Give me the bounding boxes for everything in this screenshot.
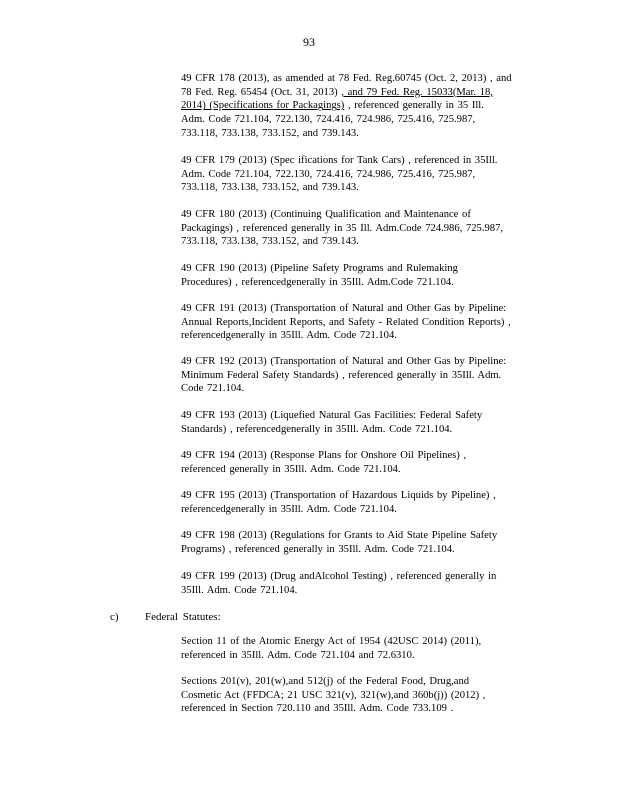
citation-line: 49 CFR 193 (2013) (Liquefied Natural Gas Facilities: Federal Safety — [181, 410, 483, 421]
citation-ffdca — [181, 675, 531, 716]
citation-line: Section 11 of the Atomic Energy Act of 1954 (42USC 2014) (2011), — [181, 636, 482, 647]
citation-49-cfr-195 — [181, 489, 531, 516]
citation-line: Adm. Code 721.104, 722.130, 724.416, 724.986, 725.416, 725.987, — [181, 114, 476, 126]
citation-line: Procedures) , referencedgenerally in 35Ill. Adm.Code 721.104. — [181, 276, 454, 288]
citation-49-cfr-179 — [181, 154, 531, 195]
section-marker: c) — [110, 611, 119, 623]
amendment-underline: 2014) (Specifications for Packagings) — [181, 100, 345, 112]
citation-line: 2014) (Specifications for Packagings) , referenced generally in 35 Ill. — [181, 100, 484, 112]
citation-line: 49 CFR 191 (2013) (Transportation of Natural and Other Gas by Pipeline: — [181, 303, 507, 314]
page-number: 93 — [303, 35, 315, 49]
citation-49-cfr-180 — [181, 208, 531, 249]
citation-line: Code 721.104. — [181, 383, 245, 395]
citation-49-cfr-198 — [181, 529, 531, 556]
citation-line: referencedgenerally in 35Ill. Adm. Code 721.104. — [181, 503, 397, 515]
citation-line: Standards) , referencedgenerally in 35Ill. Adm. Code 721.104. — [181, 423, 453, 435]
citation-line: 49 CFR 180 (2013) (Continuing Qualification and Maintenance of — [181, 209, 471, 220]
citation-line: Programs) , referenced generally in 35Ill. Adm. Code 721.104. — [181, 543, 455, 555]
citation-49-cfr-190 — [181, 262, 531, 289]
citation-49-cfr-191 — [181, 302, 531, 343]
citation-line: Adm. Code 721.104, 722.130, 724.416, 724.986, 725.416, 725.987, — [181, 168, 476, 180]
citation-49-cfr-192 — [181, 355, 531, 396]
citation-line: 49 CFR 195 (2013) (Transportation of Hazardous Liquids by Pipeline) , — [181, 490, 496, 501]
citation-line: 49 CFR 178 (2013), as amended at 78 Fed. Reg.60745 (Oct. 2, 2013) , and — [181, 73, 512, 84]
citation-line: referenced in Section 720.110 and 35Ill. Adm. Code 733.109 . — [181, 703, 454, 715]
citation-line: 49 CFR 179 (2013) (Spec ifications for Tank Cars) , referenced in 35Ill. — [181, 155, 498, 166]
citation-line: 78 Fed. Reg. 65454 (Oct. 31, 2013) , and 79 Fed. Reg. 15033(Mar. 18, — [181, 86, 493, 98]
citation-line: Cosmetic Act (FFDCA; 21 USC 321(v), 321(w),and 360b(j)) (2012) , — [181, 689, 486, 701]
citation-line: referenced generally in 35Ill. Adm. Code 721.104. — [181, 463, 401, 475]
citation-line: 733.118, 733.138, 733.152, and 739.143. — [181, 236, 359, 248]
citation-49-cfr-178 — [181, 72, 531, 141]
citation-line: Packagings) , referenced generally in 35 Ill. Adm.Code 724.986, 725.987, — [181, 222, 504, 234]
citation-line: Sections 201(v), 201(w),and 512(j) of the Federal Food, Drug,and — [181, 676, 470, 687]
citation-line: 49 CFR 198 (2013) (Regulations for Grants to Aid State Pipeline Safety — [181, 530, 498, 541]
citation-atomic-energy-act — [181, 635, 531, 662]
citation-line: 35Ill. Adm. Code 721.104. — [181, 584, 298, 596]
citation-line: 733.118, 733.138, 733.152, and 739.143. — [181, 182, 359, 194]
citation-line: referencedgenerally in 35Ill. Adm. Code 721.104. — [181, 330, 397, 342]
amendment-underline: , and 79 Fed. Reg. 15033(Mar. 18, — [341, 86, 493, 98]
citation-line: referenced in 35Ill. Adm. Code 721.104 and 72.6310. — [181, 649, 415, 661]
citation-line: 49 CFR 194 (2013) (Response Plans for Onshore Oil Pipelines) , — [181, 450, 467, 461]
citation-line: 49 CFR 190 (2013) (Pipeline Safety Programs and Rulemaking — [181, 263, 458, 274]
citation-line: Annual Reports,Incident Reports, and Safety - Related Condition Reports) , — [181, 316, 511, 328]
citation-49-cfr-199 — [181, 570, 531, 597]
citation-line: Minimum Federal Safety Standards) , referenced generally in 35Ill. Adm. — [181, 369, 502, 381]
section-title: Federal Statutes: — [145, 611, 221, 623]
citation-line: 733.118, 733.138, 733.152, and 739.143. — [181, 127, 359, 139]
citation-49-cfr-193 — [181, 409, 531, 436]
citation-line: 49 CFR 199 (2013) (Drug andAlcohol Testing) , referenced generally in — [181, 571, 497, 582]
citation-49-cfr-194 — [181, 449, 531, 476]
citation-line: 49 CFR 192 (2013) (Transportation of Natural and Other Gas by Pipeline: — [181, 356, 507, 367]
